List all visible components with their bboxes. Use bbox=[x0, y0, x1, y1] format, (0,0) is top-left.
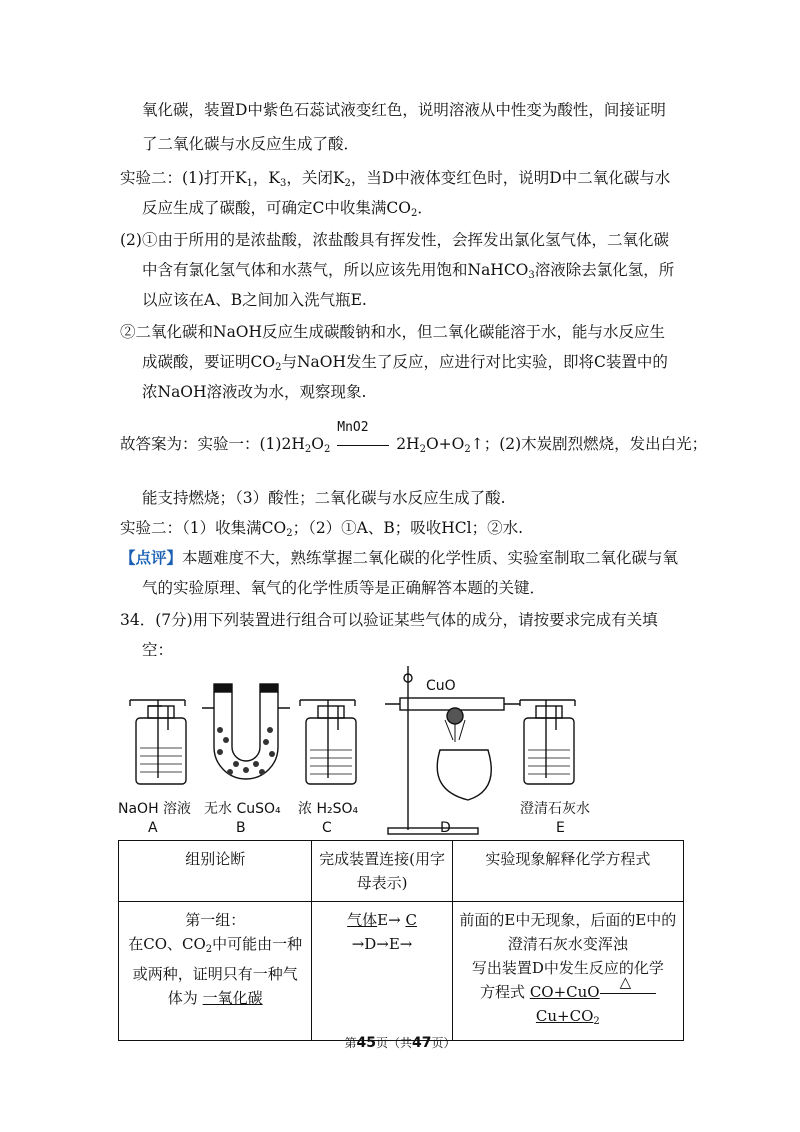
phenomenon-cell: 前面的E中无现象，后面的E中的澄清石灰水变浑浊 写出装置D中发生反应的化学 方程式 CO+CuO △ $Cu+CO_2$ bbox=[452, 902, 683, 1041]
text-line: 【点评】本题难度不大，熟练掌握二氧化碳的化学性质、实验室制取二氧化碳与氧 bbox=[120, 548, 679, 567]
text-line: 成碳酸，要证明$CO_2$与NaOH发生了反应，应进行对比实验，即将C装置中的 bbox=[142, 353, 668, 373]
catalyst-arrow: MnO2 bbox=[335, 435, 391, 453]
letter-c: C bbox=[322, 820, 332, 836]
text-line: 了二氧化碳与水反应生成了酸． bbox=[142, 135, 360, 153]
letter-a: A bbox=[148, 820, 158, 836]
page-footer: 第45页（共47页） bbox=[344, 1035, 456, 1051]
text-line: (2)①由于所用的是浓盐酸，浓盐酸具有挥发性，会挥发出氯化氢气体，二氧化碳 bbox=[120, 231, 669, 249]
answer-blank: 一氧化碳 bbox=[202, 989, 263, 1007]
answer-blank: C bbox=[405, 911, 417, 929]
header-cell: 完成装置连接(用字母表示) bbox=[312, 841, 452, 902]
label-a-reagent: NaOH 溶液 bbox=[118, 801, 192, 817]
letter-b: B bbox=[236, 820, 246, 836]
label-cuo: CuO bbox=[426, 678, 456, 694]
label-c-reagent: 浓 H₂SO₄ bbox=[298, 801, 359, 817]
text-line: 氧化碳，装置D中紫色石蕊试液变红色，说明溶液从中性变为酸性，间接证明 bbox=[142, 101, 666, 119]
letter-e: E bbox=[556, 820, 565, 836]
label-e-reagent: 澄清石灰水 bbox=[520, 801, 590, 817]
text-line: 实验二：（1）收集满$CO_2$；（2）①A、B；吸收HCl；②水. bbox=[120, 519, 524, 539]
group-cell: 第一组： 在CO、$CO_2$中可能由一种或两种，证明只有一种气 体为 一氧化碳 bbox=[119, 902, 312, 1041]
answer-table bbox=[118, 840, 684, 1041]
text-line: 反应生成了碳酸，可确定C中收集满$CO_2$． bbox=[142, 199, 433, 219]
text-line: 中含有氯化氢气体和水蒸气，所以应该先用饱和NaHCO$_3$溶液除去氯化氢，所 bbox=[142, 261, 675, 281]
header-cell: 实验现象解释化学方程式 bbox=[452, 841, 683, 902]
letter-d: D bbox=[440, 820, 451, 836]
text-line: ②二氧化碳和NaOH反应生成碳酸钠和水，但二氧化碳能溶于水，能与水反应生 bbox=[120, 323, 666, 341]
text-line: 气的实验原理、氧气的化学性质等是正确解答本题的关键． bbox=[142, 579, 546, 597]
apparatus-drawing bbox=[110, 660, 710, 840]
comment-tag: 【点评】 bbox=[120, 548, 183, 567]
text-line: 能支持燃烧；（3）酸性；二氧化碳与水反应生成了酸. bbox=[142, 489, 506, 507]
question-stem: 34．(7分)用下列装置进行组合可以验证某些气体的成分，请按要求完成有关填 bbox=[120, 611, 658, 629]
equation-line: 故答案为：实验一：$(1)2H_2O_2$ MnO2 $2H_2O+O_2↑$；(2)木炭剧烈燃烧，发出白光； bbox=[120, 420, 708, 455]
connection-cell: 气体E→ C →D→E→ bbox=[312, 902, 452, 1041]
label-b-reagent: 无水 CuSO₄ bbox=[204, 801, 281, 817]
text-line: 以应该在A、B之间加入洗气瓶E. bbox=[142, 291, 367, 309]
text-line: 空： bbox=[142, 641, 174, 659]
text-line: 实验二：(1)打开$K_1$，$K_3$，关闭$K_2$，当D中液体变红色时，说明D中二氧化碳与水 bbox=[120, 169, 671, 189]
text-line: 浓NaOH溶液改为水，观察现象. bbox=[142, 383, 367, 401]
apparatus-figure bbox=[110, 660, 710, 840]
header-cell: 组别论断 bbox=[119, 841, 312, 902]
